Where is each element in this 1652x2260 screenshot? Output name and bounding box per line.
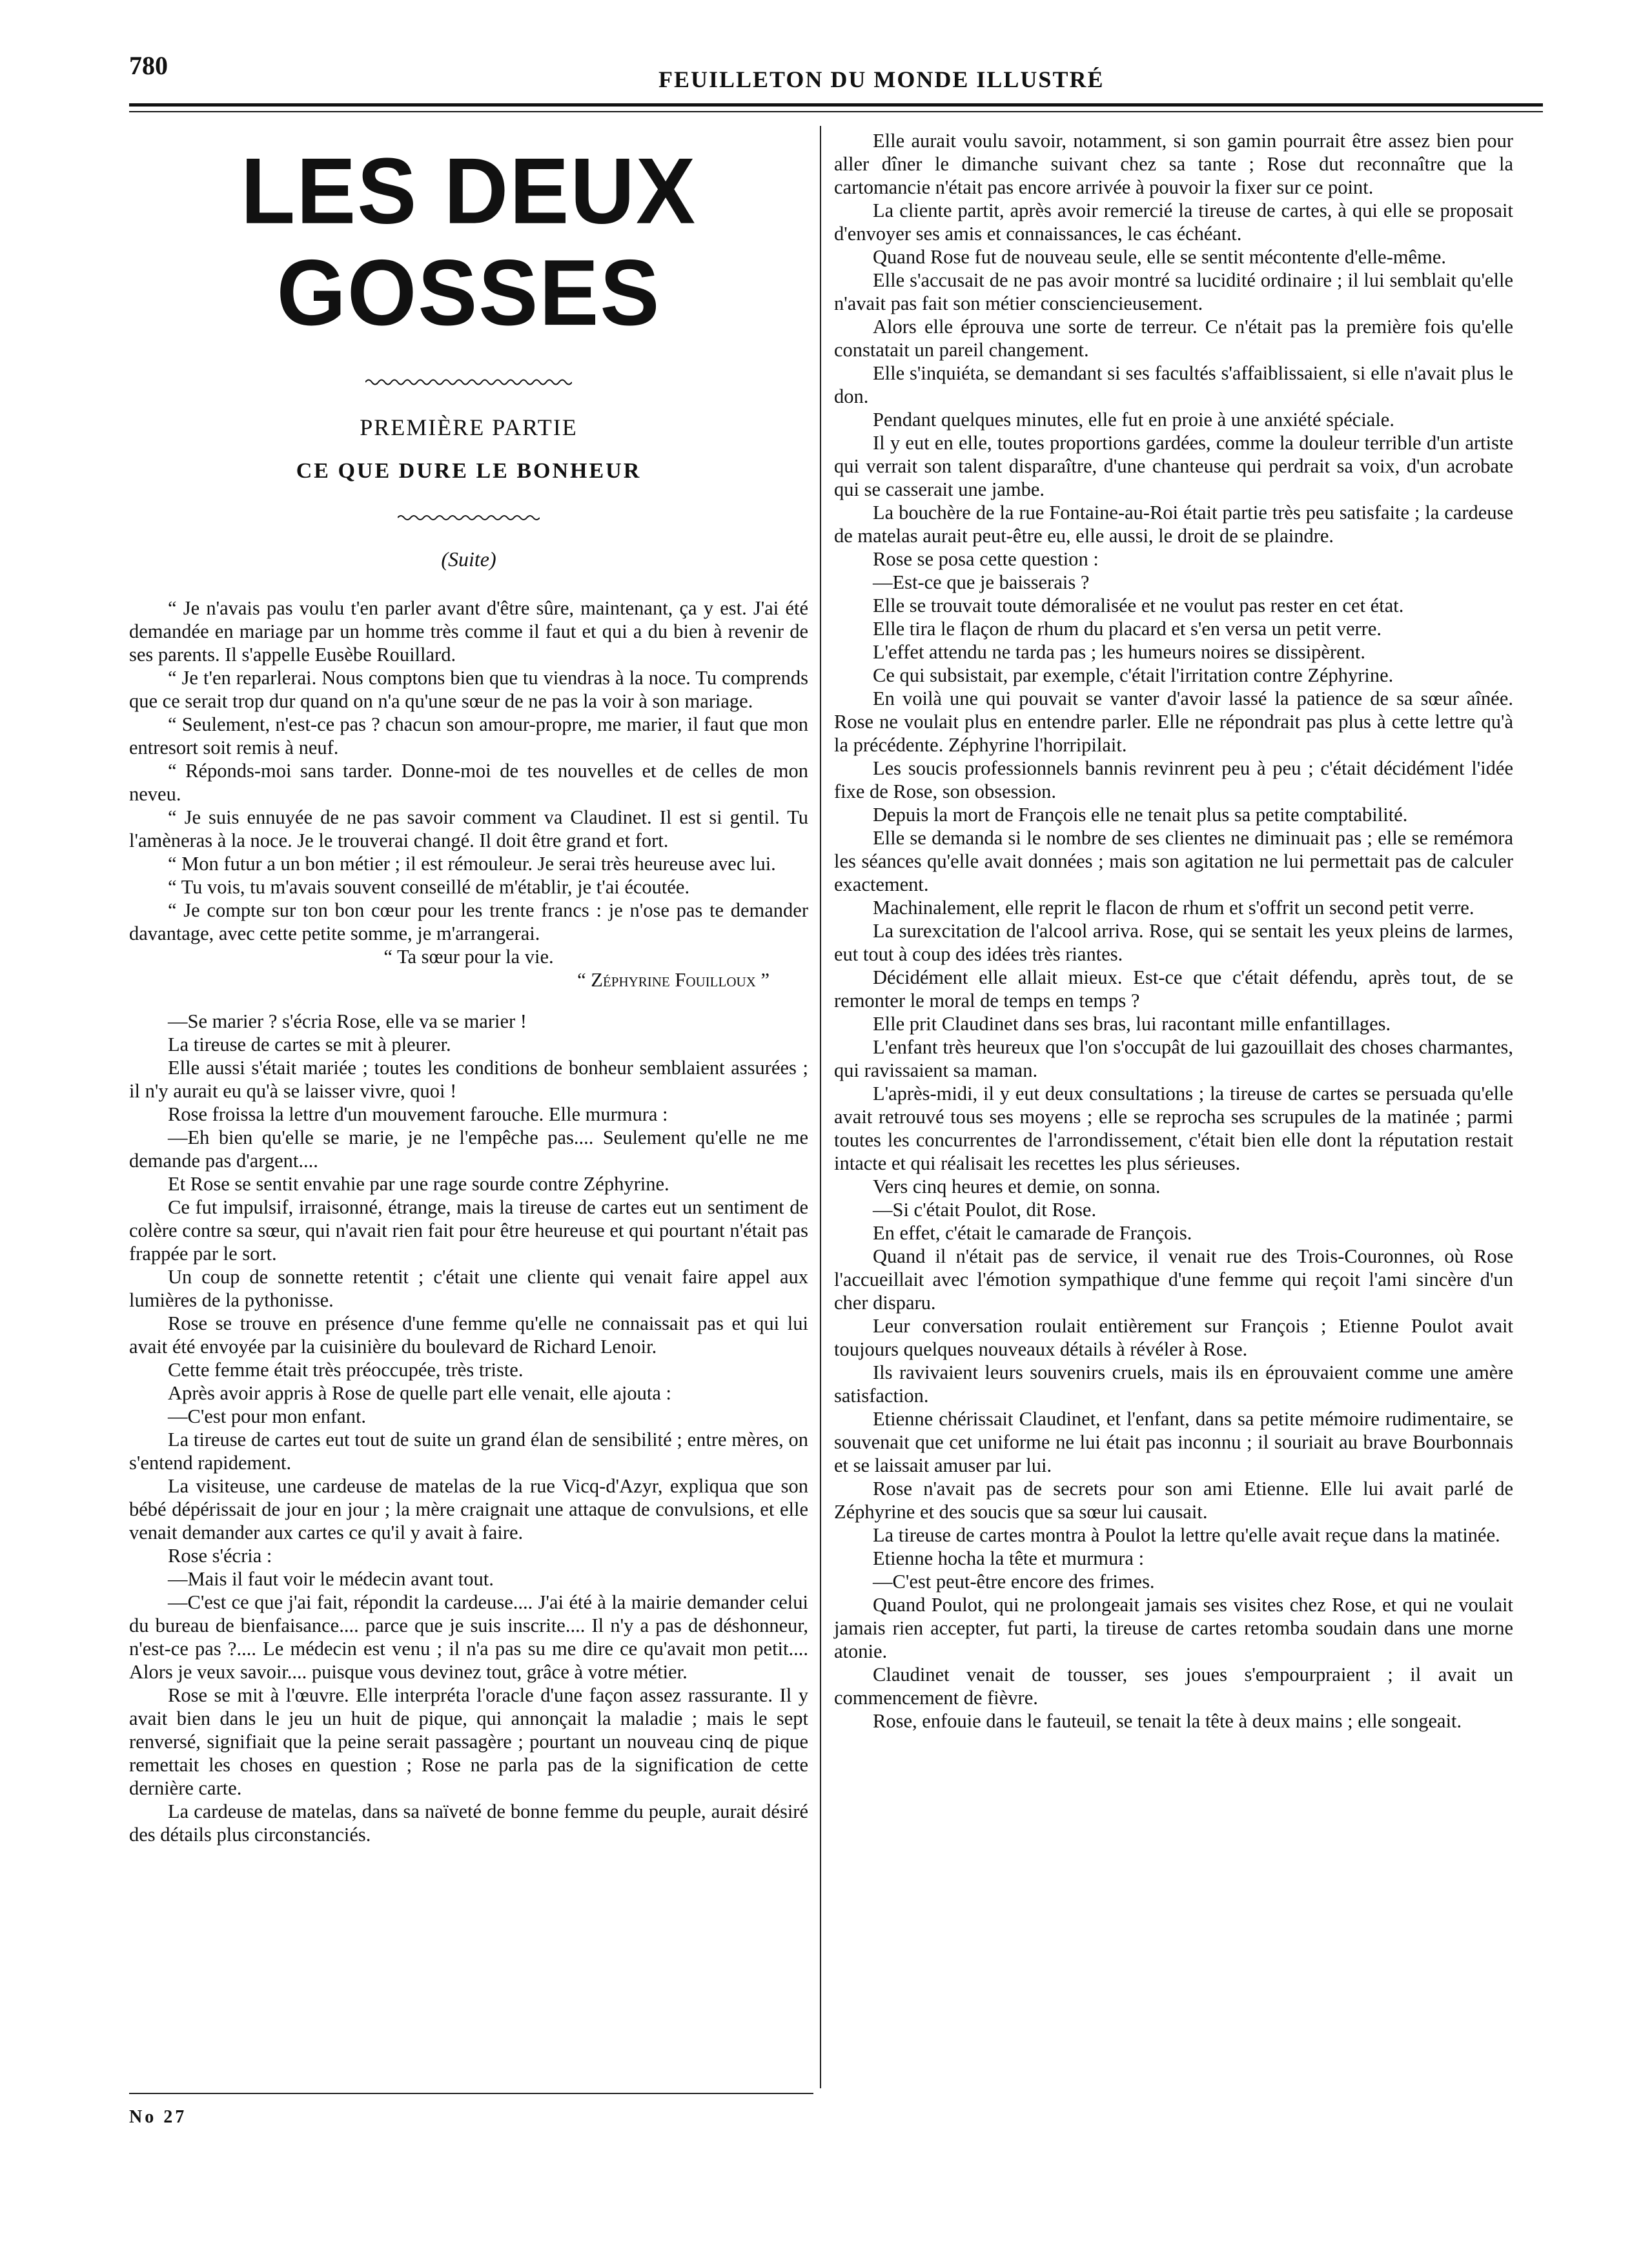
paragraph: “ Je suis ennuyée de ne pas savoir comment va Claudinet. Il est si gentil. Tu l'amèneras à la noce. Je le trouverai changé. Il doit être grand et fort. (129, 806, 808, 851)
paragraph: La surexcitation de l'alcool arriva. Rose, qui se sentait les yeux pleins de larmes, eut tout à coup des idées très riantes. (834, 920, 1513, 965)
ornament-wave-icon (365, 378, 572, 387)
paragraph: “ Je compte sur ton bon cœur pour les trente francs : je n'ose pas te demander davantage, avec cette petite somme, je m'arrangerai. (129, 899, 808, 944)
paragraph: Ce qui subsistait, par exemple, c'était l'irritation contre Zéphyrine. (873, 664, 1394, 686)
section-heading: CE QUE DURE LE BONHEUR (296, 459, 642, 483)
paragraph: Elle s'inquiéta, se demandant si ses facultés s'affaiblissaient, si elle n'avait plus le don. (834, 362, 1513, 407)
paragraph: Ce fut impulsif, irraisonné, étrange, mais la tireuse de cartes eut un sentiment de colère contre sa sœur, qui n'avait rien fait pour être heureuse et qui pourtant n'était pas frappée par le sort. (129, 1196, 808, 1265)
part-heading: PREMIÈRE PARTIE (360, 414, 578, 440)
paragraph: La visiteuse, une cardeuse de matelas de la rue Vicq-d'Azyr, expliqua que son bébé dépérissait de jour en jour ; la mère craignait une attaque de convulsions, et elle venait demander aux cartes ce qu'il y avait à faire. (129, 1475, 808, 1543)
paragraph: En voilà une qui pouvait se vanter d'avoir lassé la patience de sa sœur aînée. Rose ne voulait plus en entendre parler. Elle ne répondrait pas plus à cette lettre qu'à la précédente. Zéphyrine l'horripilait. (834, 687, 1513, 756)
running-title: FEUILLETON DU MONDE ILLUSTRÉ (658, 66, 1105, 92)
feuilleton-title: LES DEUX GOSSES (240, 139, 697, 345)
issue-number: No 27 (129, 2107, 187, 2127)
ornament-wave-small-icon (398, 514, 540, 522)
paragraph: “ Seulement, n'est-ce pas ? chacun son amour-propre, me marier, il faut que mon entresort soit remis à neuf. (129, 713, 808, 758)
left-column-text (129, 596, 808, 1846)
paragraph: —Se marier ? s'écria Rose, elle va se marier ! (168, 1010, 527, 1032)
paragraph: Quand il n'était pas de service, il venait rue des Trois-Couronnes, où Rose l'accueillait avec l'émotion sympathique d'une femme qui reçoit l'ami sincère d'un cher disparu. (834, 1245, 1513, 1314)
paragraph: —C'est ce que j'ai fait, répondit la cardeuse.... J'ai été à la mairie demander celui du bureau de bienfaisance.... parce que je suis inscrite.... Il n'y a pas de déshonneur, n'est-ce pas ?.... Le médecin est venu ; il n'a pas su me dire ce qu'avait mon petit.... Alors je veux savoir.... puisque vous devinez tout, grâce à votre métier. (129, 1591, 808, 1683)
paragraph: —C'est pour mon enfant. (168, 1405, 367, 1427)
paragraph: Rose froissa la lettre d'un mouvement farouche. Elle murmura : (168, 1103, 668, 1125)
left-column (129, 126, 808, 1846)
paragraph: “ Ta sœur pour la vie. (383, 946, 554, 968)
paragraph: La cardeuse de matelas, dans sa naïveté de bonne femme du peuple, aurait désiré des détails plus circonstanciés. (129, 1800, 808, 1846)
paragraph: Il y eut en elle, toutes proportions gardées, comme la douleur terrible d'un artiste qui verrait son talent disparaître, d'une chanteuse qui perdrait sa voix, d'un acrobate qui se casserait une jambe. (834, 432, 1513, 500)
paragraph: Décidément elle allait mieux. Est-ce que c'était défendu, après tout, de se remonter le moral de temps en temps ? (834, 966, 1513, 1012)
paragraph: Rose n'avait pas de secrets pour son ami Etienne. Elle lui avait parlé de Zéphyrine et des soucis que sa sœur lui causait. (834, 1478, 1513, 1523)
paragraph: —C'est peut-être encore des frimes. (873, 1571, 1155, 1593)
paragraph: Rose se posa cette question : (873, 548, 1099, 570)
paragraph: Elle prit Claudinet dans ses bras, lui racontant mille enfantillages. (873, 1013, 1391, 1035)
paragraph: Etienne chérissait Claudinet, et l'enfant, dans sa petite mémoire rudimentaire, se souvenait que cet uniforme ne lui était pas inconnu ; il souriait au brave Bourbonnais et se laissait amuser par lui. (834, 1408, 1513, 1476)
paragraph: En effet, c'était le camarade de François. (873, 1222, 1192, 1244)
right-column-text (834, 129, 1513, 1733)
paragraph: —Si c'était Poulot, dit Rose. (873, 1199, 1097, 1221)
paragraph: Etienne hocha la tête et murmura : (873, 1547, 1145, 1569)
column-divider (820, 126, 821, 2088)
paragraph: Après avoir appris à Rose de quelle part elle venait, elle ajouta : (168, 1382, 671, 1404)
page-header (129, 50, 1543, 102)
right-column (834, 129, 1513, 1733)
paragraph: Rose, enfouie dans le fauteuil, se tenait la tête à deux mains ; elle songeait. (873, 1710, 1462, 1732)
paragraph: Machinalement, elle reprit le flacon de rhum et s'offrit un second petit verre. (873, 897, 1474, 919)
paragraph: Vers cinq heures et demie, on sonna. (873, 1176, 1161, 1197)
paragraph: Pendant quelques minutes, elle fut en proie à une anxiété spéciale. (873, 409, 1394, 431)
page-number: 780 (129, 51, 168, 80)
paragraph: Elle s'accusait de ne pas avoir montré sa lucidité ordinaire ; il lui semblait qu'elle n'avait pas fait son métier consciencieusement. (834, 269, 1513, 314)
paragraph: —Mais il faut voir le médecin avant tout. (168, 1568, 494, 1590)
header-rule-thin (129, 111, 1543, 112)
paragraph: Rose se mit à l'œuvre. Elle interpréta l'oracle d'une façon assez rassurante. Il y avait bien dans le jeu un huit de pique, qui annonçait la maladie ; mais le sept renversé, signifiait que la peine serait passagère ; pourtant un nouveau cinq de pique remettait les choses en question ; Rose ne parla pas de la signification de cette dernière carte. (129, 1684, 808, 1799)
paragraph: Leur conversation roulait entièrement sur François ; Etienne Poulot avait toujours quelques nouveaux détails à révéler à Rose. (834, 1315, 1513, 1360)
paragraph: La tireuse de cartes eut tout de suite un grand élan de sensibilité ; entre mères, on s'entend rapidement. (129, 1429, 808, 1474)
footer-rule (129, 2093, 813, 2094)
paragraph: L'effet attendu ne tarda pas ; les humeurs noires se dissipèrent. (873, 641, 1365, 663)
paragraph: L'enfant très heureux que l'on s'occupât de lui gazouillait des choses charmantes, qui ravissaient sa maman. (834, 1036, 1513, 1081)
paragraph: Rose se trouve en présence d'une femme qu'elle ne connaissait pas et qui lui avait été envoyée par la cuisinière du boulevard de Richard Lenoir. (129, 1312, 808, 1358)
paragraph: Quand Rose fut de nouveau seule, elle se sentit mécontente d'elle-même. (873, 246, 1446, 268)
paragraph: “ Zéphyrine Fouilloux ” (577, 969, 770, 991)
paragraph: “ Tu vois, tu m'avais souvent conseillé de m'établir, je t'ai écoutée. (168, 876, 690, 898)
paragraph: “ Mon futur a un bon métier ; il est rémouleur. Je serai très heureuse avec lui. (168, 853, 776, 875)
paragraph: Elle aussi s'était mariée ; toutes les conditions de bonheur semblaient assurées ; il n'y aurait eu qu'à se laisser vivre, quoi ! (129, 1057, 808, 1102)
paragraph: L'après-midi, il y eut deux consultations ; la tireuse de cartes se persuada qu'elle avait retrouvé tous ses moyens ; elle se reprocha ses scrupules de la matinée ; parmi toutes les concurrentes de l'arrondissement, c'était bien elle dont la réputation restait intacte et qui réalisait les recettes les plus sérieuses. (834, 1083, 1513, 1174)
paragraph: La cliente partit, après avoir remercié la tireuse de cartes, à qui elle se proposait d'envoyer ses amis et connaissances, le cas échéant. (834, 199, 1513, 245)
paragraph: “ Je n'avais pas voulu t'en parler avant d'être sûre, maintenant, ça y est. J'ai été demandée en mariage par un homme très comme il faut et qui a du bien à revenir de ses parents. Il s'appelle Eusèbe Rouillard. (129, 597, 808, 666)
paragraph: Les soucis professionnels bannis revinrent peu à peu ; c'était décidément l'idée fixe de Rose, son obsession. (834, 757, 1513, 802)
paragraph: Depuis la mort de François elle ne tenait plus sa petite comptabilité. (873, 804, 1408, 826)
suite-label: (Suite) (441, 547, 496, 571)
paragraph: Elle se demanda si le nombre de ses clientes ne diminuait pas ; elle se remémora les séances qu'elle avait données ; mais son agitation ne lui permettait pas de calculer exactement. (834, 827, 1513, 895)
paragraph: —Eh bien qu'elle se marie, je ne l'empêche pas.... Seulement qu'elle ne me demande pas d'argent.... (129, 1126, 808, 1172)
paragraph: Rose s'écria : (168, 1545, 272, 1567)
paragraph: La bouchère de la rue Fontaine-au-Roi était partie très peu satisfaite ; la cardeuse de matelas aurait peut-être eu, elle aussi, le droit de se plaindre. (834, 502, 1513, 547)
paragraph: “ Je t'en reparlerai. Nous comptons bien que tu viendras à la noce. Tu comprends que ce serait trop dur quand on n'a qu'une sœur de ne pas la voir à son mariage. (129, 667, 808, 712)
paragraph: Elle aurait voulu savoir, notamment, si son gamin pourrait être assez bien pour aller dîner le dimanche suivant chez sa tante ; Rose dut reconnaître que la cartomancie n'était pas encore arrivée à pouvoir la fixer sur ce point. (834, 130, 1513, 198)
paragraph: Et Rose se sentit envahie par une rage sourde contre Zéphyrine. (168, 1173, 669, 1195)
paragraph: La tireuse de cartes se mit à pleurer. (168, 1033, 451, 1055)
paragraph: Quand Poulot, qui ne prolongeait jamais ses visites chez Rose, et qui ne voulait jamais rien accepter, fut parti, la tireuse de cartes retomba soudain dans une morne atonie. (834, 1594, 1513, 1662)
paragraph: Alors elle éprouva une sorte de terreur. Ce n'était pas la première fois qu'elle constatait un pareil changement. (834, 316, 1513, 361)
paragraph: La tireuse de cartes montra à Poulot la lettre qu'elle avait reçue dans la matinée. (873, 1524, 1500, 1546)
header-rule-thick (129, 103, 1543, 107)
paragraph: Ils ravivaient leurs souvenirs cruels, mais ils en éprouvaient comme une amère satisfaction. (834, 1361, 1513, 1407)
paragraph: Cette femme était très préoccupée, très triste. (168, 1359, 524, 1381)
paragraph: Elle tira le flaçon de rhum du placard et s'en versa un petit verre. (873, 618, 1382, 640)
paragraph: Claudinet venait de tousser, ses joues s'empourpraient ; il avait un commencement de fièvre. (834, 1664, 1513, 1709)
paragraph: “ Réponds-moi sans tarder. Donne-moi de tes nouvelles et de celles de mon neveu. (129, 760, 808, 805)
paragraph: Un coup de sonnette retentit ; c'était une cliente qui venait faire appel aux lumières de la pythonisse. (129, 1266, 808, 1311)
paragraph: Elle se trouvait toute démoralisée et ne voulut pas rester en cet état. (873, 595, 1404, 616)
paragraph: —Est-ce que je baisserais ? (873, 571, 1090, 593)
